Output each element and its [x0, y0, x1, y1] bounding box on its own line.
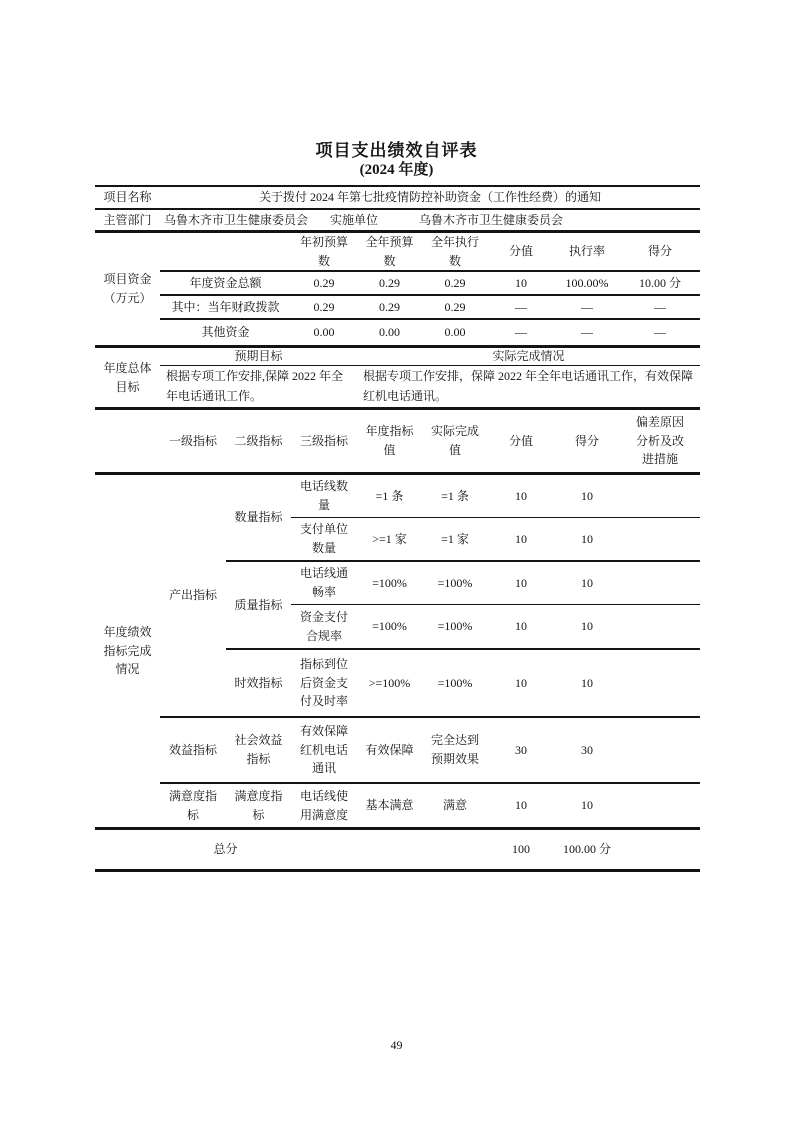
score-got: 10	[581, 798, 593, 813]
score-got: 10	[581, 488, 593, 503]
level2-label: 数量指标	[234, 510, 283, 525]
target-value: >=1 家	[372, 531, 407, 546]
total-label: 总分	[213, 842, 238, 857]
indicator-header-score-value: 分值	[508, 433, 533, 448]
deviation-cell	[620, 518, 700, 560]
actual-completion-text: 根据专项工作安排，保障 2022 年全年电话通讯工作，有效保障红机电话通讯。	[363, 369, 694, 403]
project-name-value: 关于拨付 2024 年第七批疫情防控补助资金（工作性经费）的通知	[258, 190, 601, 205]
subgroup-body	[291, 718, 700, 782]
funds-value: —	[515, 325, 527, 340]
indicator-subgroup-timeliness	[226, 648, 700, 716]
funds-value: 0.29	[444, 275, 466, 290]
deviation-cell	[620, 605, 700, 648]
level2-label: 社会效益指标	[234, 733, 283, 766]
annual-goals-section	[95, 348, 700, 410]
annual-goals-label: 年度总体目标	[103, 360, 152, 394]
annual-goals-body	[160, 348, 700, 407]
document-subtitle: (2024 年度)	[359, 162, 434, 178]
level1-label: 产出指标	[168, 588, 217, 603]
level3-label: 电话线通畅率	[299, 566, 348, 599]
funds-value: 10.00 分	[638, 275, 681, 290]
total-row-spacer	[95, 830, 160, 869]
performance-table	[95, 185, 700, 872]
funds-header-score-value: 分值	[508, 244, 533, 259]
score-got: 30	[581, 742, 593, 757]
level1-label: 效益指标	[168, 742, 217, 757]
funds-header-annual-execution: 全年执行数	[430, 234, 479, 268]
page-number: 49	[390, 1038, 403, 1052]
indicator-row	[291, 604, 700, 648]
indicator-header-target: 年度指标值	[365, 424, 414, 457]
actual-value: 满意	[442, 798, 467, 813]
total-deviation-cell	[620, 830, 700, 869]
indicator-header-score: 得分	[574, 433, 599, 448]
indicator-group-satisfaction	[160, 782, 700, 827]
document-title: 项目支出绩效自评表	[315, 141, 478, 160]
project-name-label: 项目名称	[103, 190, 152, 205]
funds-section-label: 项目资金（万元）	[103, 272, 152, 305]
indicator-header-deviation: 偏差原因分析及改进措施	[635, 415, 684, 467]
funds-header-execution-rate: 执行率	[568, 244, 605, 259]
score-got: 10	[581, 675, 593, 690]
funds-row-label: 其中：当年财政拨款	[171, 299, 280, 314]
actual-value: =1 家	[441, 531, 469, 546]
indicator-subgroup-satisfaction	[226, 784, 700, 827]
score-value: 10	[515, 675, 527, 690]
funds-header-spacer	[160, 233, 291, 270]
indicator-row	[291, 650, 700, 716]
funds-value: 0.29	[379, 275, 400, 290]
funds-value: —	[515, 299, 527, 314]
group-body	[226, 784, 700, 827]
funds-value: 0.00	[444, 325, 466, 340]
target-value: =100%	[372, 575, 407, 590]
funds-row-label: 年度资金总额	[189, 275, 262, 290]
deviation-cell	[620, 475, 700, 517]
target-value: 有效保障	[365, 742, 414, 757]
indicator-header-row	[95, 410, 700, 475]
funds-header-score: 得分	[647, 244, 672, 259]
score-value: 10	[515, 619, 527, 634]
level3-label: 支付单位数量	[299, 522, 348, 555]
score-value: 10	[515, 575, 527, 590]
goals-text-row	[160, 365, 700, 407]
funds-row-total	[160, 270, 700, 294]
indicator-header-level2: 二级指标	[234, 433, 283, 448]
group-body	[226, 718, 700, 782]
level3-label: 有效保障红机电话通讯	[299, 724, 348, 776]
funds-header-initial-budget: 年初预算数	[299, 234, 348, 268]
project-name-row	[95, 187, 700, 210]
department-row-filler	[586, 210, 700, 230]
score-value: 10	[515, 798, 527, 813]
score-got: 10	[581, 619, 593, 634]
indicator-subgroup-quantity	[226, 475, 700, 560]
actual-value: =100%	[437, 619, 473, 634]
funds-value: 10	[515, 275, 527, 290]
level2-label: 时效指标	[234, 675, 283, 690]
expected-goal-header: 预期目标	[234, 349, 283, 364]
target-value: >=100%	[368, 675, 411, 690]
actual-value: =100%	[437, 575, 473, 590]
indicator-header-actual: 实际完成值	[430, 424, 479, 457]
expected-goal-text: 根据专项工作安排,保障 2022 年全年电话通讯工作。	[166, 369, 344, 403]
funds-value: 0.00	[379, 325, 400, 340]
deviation-cell	[620, 562, 700, 604]
funds-row-fiscal	[160, 294, 700, 318]
score-value: 10	[515, 488, 527, 503]
subgroup-body	[291, 650, 700, 716]
indicator-group-benefit	[160, 716, 700, 782]
actual-value: 完全达到预期效果	[430, 733, 479, 766]
indicator-header-level3: 三级指标	[299, 433, 348, 448]
group-body	[226, 475, 700, 716]
level2-label: 质量指标	[234, 597, 283, 612]
indicator-row	[291, 718, 700, 782]
funds-value: —	[581, 299, 593, 314]
score-value: 10	[515, 531, 527, 546]
subgroup-body	[291, 784, 700, 827]
goals-header-row	[160, 348, 700, 365]
subgroup-body	[291, 475, 700, 560]
level3-label: 电话线使用满意度	[299, 788, 348, 822]
funds-row-label: 其他资金	[201, 325, 250, 340]
level3-label: 资金支付合规率	[299, 609, 348, 643]
actual-completion-header: 实际完成情况	[492, 349, 565, 364]
funds-value: —	[654, 325, 666, 340]
funds-header-annual-budget: 全年预算数	[365, 234, 414, 268]
indicator-row	[291, 784, 700, 827]
subgroup-body	[291, 562, 700, 648]
indicators-body	[160, 475, 700, 827]
level1-label: 满意度指标	[168, 788, 217, 822]
funds-value: —	[654, 299, 666, 314]
actual-value: =1 条	[441, 488, 469, 503]
implementing-unit-value: 乌鲁木齐市卫生健康委员会	[418, 212, 563, 227]
funds-value: 0.00	[313, 325, 335, 340]
level3-label: 指标到位后资金支付及时率	[299, 657, 348, 709]
indicator-row	[291, 475, 700, 517]
funds-value: 0.29	[444, 299, 466, 314]
level2-label: 满意度指标	[234, 788, 283, 822]
implementing-unit-label: 实施单位	[329, 212, 378, 227]
indicator-header-level1: 一级指标	[168, 433, 217, 448]
actual-value: =100%	[437, 675, 473, 690]
funds-value: 0.29	[313, 299, 335, 314]
indicator-subgroup-social-benefit	[226, 718, 700, 782]
indicator-row	[291, 517, 700, 560]
deviation-cell	[620, 650, 700, 716]
funds-header-row	[160, 233, 700, 270]
funds-value: 0.29	[313, 275, 335, 290]
indicator-header-spacer	[95, 410, 160, 472]
deviation-cell	[620, 718, 700, 782]
department-value: 乌鲁木齐市卫生健康委员会	[163, 212, 308, 227]
funds-value: 100.00%	[565, 275, 609, 290]
funds-section	[95, 233, 700, 348]
total-points: 100.00 分	[562, 842, 611, 857]
total-row	[95, 827, 700, 869]
funds-value: —	[581, 325, 593, 340]
indicators-section-label: 年度绩效指标完成情况	[103, 625, 152, 677]
funds-row-other	[160, 318, 700, 345]
target-value: 基本满意	[365, 798, 414, 813]
score-value: 30	[515, 742, 527, 757]
target-value: =100%	[372, 619, 407, 634]
funds-value: 0.29	[379, 299, 400, 314]
indicator-row	[291, 562, 700, 604]
department-label: 主管部门	[103, 212, 152, 227]
indicator-group-output	[160, 475, 700, 716]
total-score-value: 100	[512, 842, 530, 857]
indicators-section	[95, 475, 700, 827]
target-value: =1 条	[375, 488, 404, 503]
total-row-filler	[291, 830, 488, 869]
indicator-subgroup-quality	[226, 560, 700, 648]
score-got: 10	[581, 531, 593, 546]
score-got: 10	[581, 575, 593, 590]
department-row	[95, 210, 700, 233]
deviation-cell	[620, 784, 700, 827]
funds-rows	[160, 233, 700, 345]
level3-label: 电话线数量	[299, 479, 348, 512]
